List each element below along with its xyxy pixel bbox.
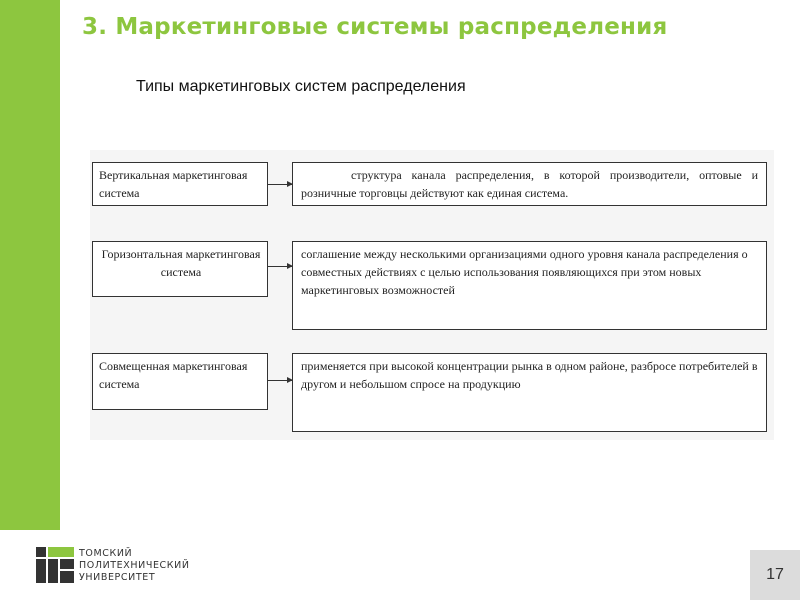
type-box-vertical: Вертикальная маркетинговая система [92,162,268,206]
type-box-horizontal: Горизонтальная маркетинговая система [92,241,268,297]
green-side-bar [0,0,60,530]
logo-line: ПОЛИТЕХНИЧЕСКИЙ [79,560,190,571]
page-number-box [750,550,800,600]
description-box-vertical: структура канала распределения, в которой производители, оптовые и розничные торговцы действуют как единая система. [292,162,767,206]
logo-line: ТОМСКИЙ [79,548,133,559]
description-box-horizontal: соглашение между несколькими организациями одного уровня канала распределения о совместных действиях с целью использования появляющихся при этом новых маркетинговых возможностей [292,241,767,330]
description-box-combined: применяется при высокой концентрации рынка в одном районе, разбросе потребителей в другом и небольшом спросе на продукцию [292,353,767,432]
slide-subtitle: Типы маркетинговых систем распределения [136,78,466,95]
arrow-right-icon [268,380,292,381]
arrow-right-icon [268,184,292,185]
type-box-combined: Совмещенная маркетинговая система [92,353,268,410]
arrow-right-icon [268,266,292,267]
tpu-logo-icon [36,547,74,583]
page-number: 17 [766,566,784,583]
logo-line: УНИВЕРСИТЕТ [79,572,156,583]
slide-title: 3. Маркетинговые системы распределения [82,14,668,40]
university-name [79,548,190,584]
